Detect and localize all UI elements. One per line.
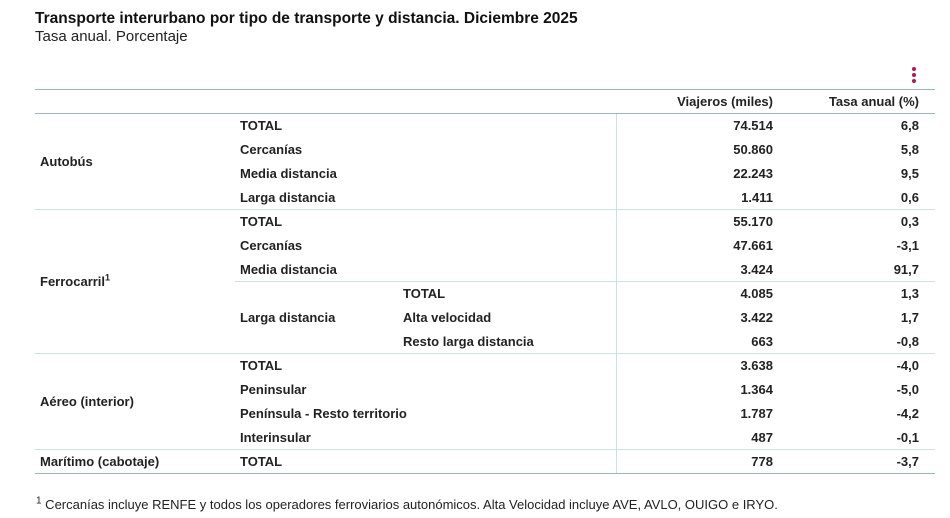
- category-ferrocarril: Ferrocarril$^1$: [35, 210, 235, 354]
- table-row: [35, 114, 935, 138]
- cell-viajeros: 487: [616, 426, 782, 450]
- row-label: Cercanías: [235, 234, 616, 258]
- cell-viajeros: 1.787: [740, 406, 773, 421]
- cell-viajeros: 1.411: [616, 186, 782, 210]
- row-label: Resto larga distancia: [398, 330, 616, 354]
- cell-tasa: 5,8: [900, 142, 919, 157]
- cell-tasa: -0,1: [782, 426, 935, 450]
- category-aereo: Aéreo (interior): [35, 354, 235, 450]
- data-table: [35, 89, 935, 474]
- cell-tasa: 1,3: [782, 282, 935, 306]
- cell-viajeros: 1.364: [740, 382, 773, 397]
- col-header-tasa: Tasa anual (%): [782, 90, 935, 114]
- cell-tasa: -4,2: [896, 406, 919, 421]
- cell-viajeros: 3.422: [740, 310, 773, 325]
- cell-tasa: 0,6: [782, 186, 935, 210]
- cell-tasa: -3,7: [782, 450, 935, 474]
- footnote-text: Cercanías incluye RENFE y todos los operadores ferroviarios autonómicos. Alta Velocidad incluye AVE, AVLO, OUIGO e IRYO.: [41, 497, 778, 512]
- cell-viajeros: 778: [616, 450, 782, 474]
- cell-tasa: -0,8: [782, 330, 935, 354]
- cell-viajeros: 50.860: [733, 142, 773, 157]
- col-header-viajeros: Viajeros (miles): [616, 90, 782, 114]
- row-label: Media distancia: [235, 258, 616, 282]
- row-label: TOTAL: [235, 354, 616, 378]
- footnote: [36, 497, 778, 512]
- cell-tasa: 91,7: [893, 261, 919, 277]
- vertical-dots-icon[interactable]: [907, 66, 921, 84]
- row-label: Media distancia: [235, 162, 616, 186]
- cell-viajeros: 47.661: [733, 238, 773, 253]
- cell-viajeros: 55.170: [733, 214, 773, 230]
- cell-viajeros: 22.243: [733, 166, 773, 181]
- row-label: TOTAL: [235, 450, 616, 474]
- row-label: TOTAL: [398, 282, 616, 306]
- cell-tasa: -5,0: [896, 382, 919, 397]
- cell-viajeros: 4.085: [616, 282, 782, 306]
- footnote-mark: 1: [36, 495, 42, 507]
- subcategory-larga-distancia: Larga distancia: [235, 282, 398, 354]
- cell-tasa: -3,1: [896, 238, 919, 253]
- row-label: Interinsular: [235, 426, 616, 450]
- row-label: Peninsular: [235, 378, 616, 402]
- row-label: Larga distancia: [235, 186, 616, 210]
- page-title: Transporte interurbano por tipo de transporte y distancia. Diciembre 2025: [35, 10, 578, 27]
- row-label: Alta velocidad: [398, 306, 616, 330]
- row-label: Cercanías: [235, 138, 616, 162]
- cell-tasa: 1,7: [900, 310, 919, 325]
- cell-viajeros: 3.424: [740, 261, 773, 277]
- cell-tasa: 9,5: [900, 166, 919, 181]
- cell-tasa: -4,0: [896, 358, 919, 374]
- cell-viajeros: 3.638: [740, 358, 773, 374]
- page-subtitle: Tasa anual. Porcentaje: [35, 28, 188, 45]
- table-row: [35, 450, 935, 474]
- table-header-row: [35, 90, 935, 114]
- row-label: TOTAL: [235, 114, 616, 138]
- cell-viajeros: 74.514: [733, 118, 773, 134]
- cell-tasa: 6,8: [900, 118, 919, 134]
- table-row: [35, 210, 935, 234]
- row-label: Península - Resto territorio: [235, 402, 616, 426]
- row-label: TOTAL: [235, 210, 616, 234]
- cell-viajeros: 663: [616, 330, 782, 354]
- category-autobus: Autobús: [35, 114, 235, 210]
- cell-tasa: 0,3: [900, 214, 919, 230]
- table-row: [35, 354, 935, 378]
- category-maritimo: Marítimo (cabotaje): [35, 450, 235, 474]
